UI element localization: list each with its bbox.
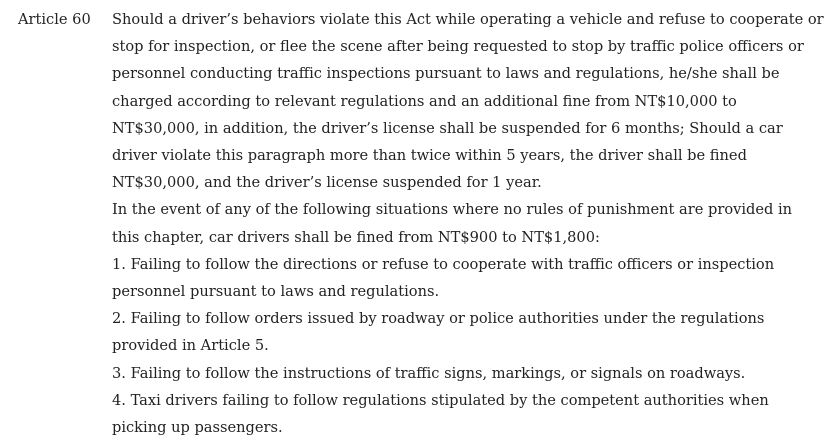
article-list-item-3: 3. Failing to follow the instructions of traffic signs, markings, or signals on roadways. — [112, 364, 746, 382]
article-list-item-2: 2. Failing to follow orders issued by roadway or police authorities under the regulations provided in Article 5. — [112, 310, 765, 355]
article-list-item-4: 4. Taxi drivers failing to follow regulations stipulated by the competent authorities when picking up passengers. — [112, 391, 769, 437]
article-paragraph-main: Should a driver’s behaviors violate this Act while operating a vehicle and refuse to cooperate or stop for inspection, or flee the scene after being requested to stop by traffic police officers or personnel conducting traffic inspections pursuant to laws and regulations, he/she shall be charged according to relevant regulations and an additional fine from NT$10,000 to NT$30,000, in addition, the driver’s license shall be suspended for 6 months; Should a car driver violate this paragraph more than twice within 5 years, the driver shall be fined NT$30,000, and the driver’s license suspended for 1 year. — [112, 11, 824, 192]
article-body — [112, 6, 824, 441]
article-list-item-1: 1. Failing to follow the directions or refuse to cooperate with traffic officers or inspection personnel pursuant to laws and regulations. — [112, 255, 775, 301]
article-paragraph-intro: In the event of any of the following situations where no rules of punishment are provided in this chapter, car drivers shall be fined from NT$900 to NT$1,800: — [112, 201, 793, 246]
article-number: Article 60 — [18, 11, 91, 28]
